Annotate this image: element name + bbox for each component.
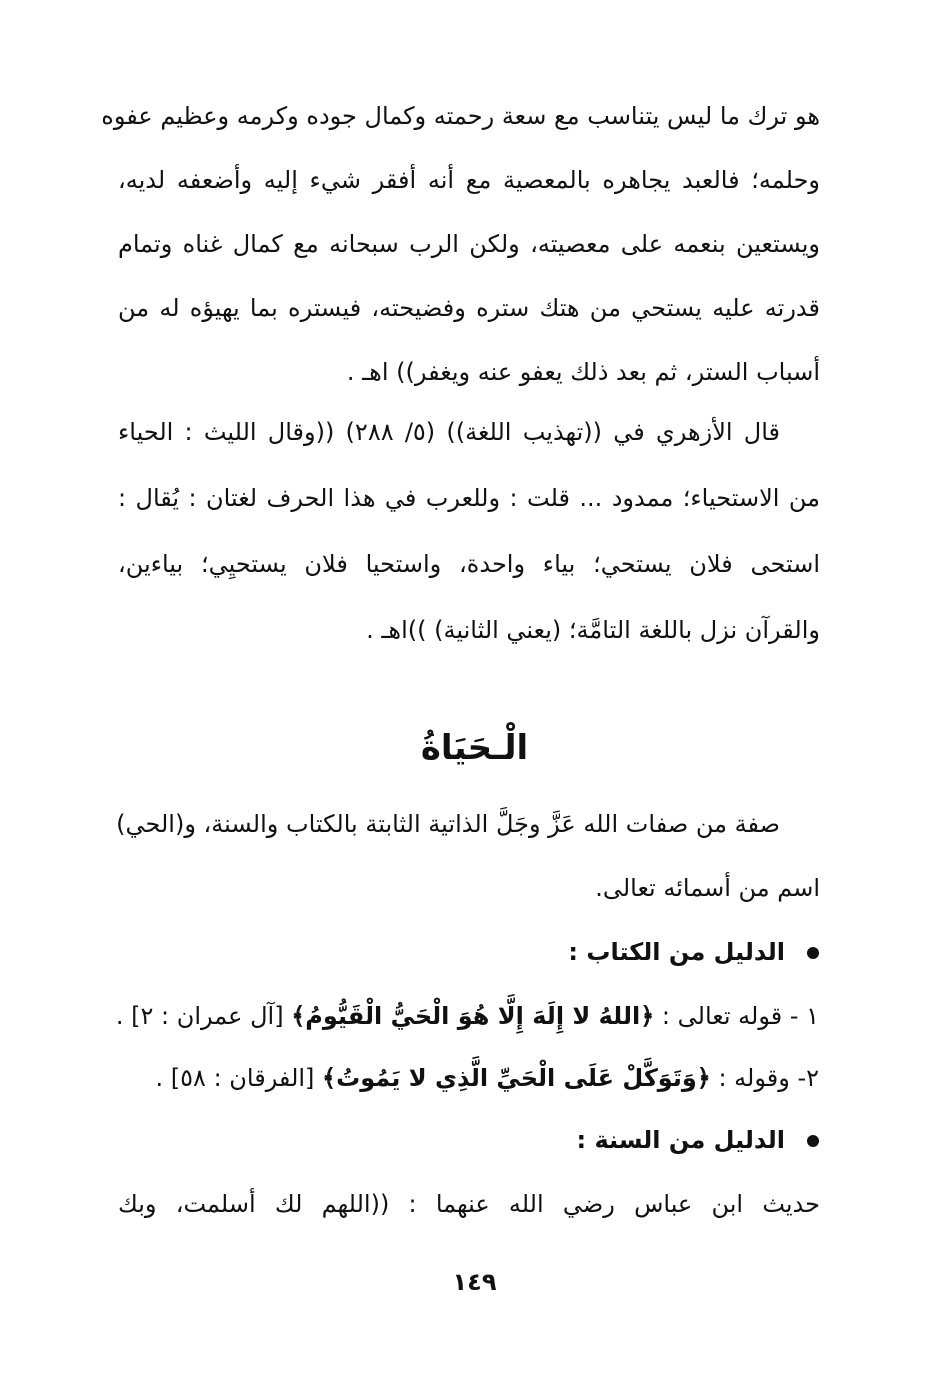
ayah-reference: [آل عمران : ٢] .	[115, 1002, 292, 1030]
paragraph-line: وحلمه؛ فالعبد يجاهره بالمعصية مع أنه أفقر شيء إليه وأضعفه لديه،	[118, 166, 820, 194]
ayah-prefix: ٢- وقوله :	[710, 1064, 819, 1092]
paragraph-line: قدرته عليه يستحي من هتك ستره وفضيحته، فيستره بما يهيؤه له من	[118, 294, 820, 322]
ayah-prefix: ١ - قوله تعالى :	[654, 1002, 819, 1030]
bullet-icon	[807, 947, 819, 959]
paragraph-line: صفة من صفات الله عَزَّ وجَلَّ الذاتية الثابتة بالكتاب والسنة، و(الحي)	[116, 810, 780, 838]
paragraph-line: ويستعين بنعمه على معصيته، ولكن الرب سبحانه مع كمال غناه وتمام	[118, 230, 820, 258]
evidence-book-heading	[568, 932, 819, 972]
paragraph-line: والقرآن نزل باللغة التامَّة؛ (يعني الثانية) ))اهـ .	[366, 616, 820, 644]
paragraph-line: أسباب الستر، ثم بعد ذلك يعفو عنه ويغفر)) اهـ .	[346, 358, 820, 386]
paragraph-line: قال الأزهري في ((تهذيب اللغة)) (٥/ ٢٨٨) ((وقال الليث : الحياء	[118, 418, 780, 446]
paragraph-line: استحى فلان يستحي؛ بياء واحدة، واستحيا فلان يستحيِي؛ بياءين،	[118, 550, 820, 578]
paragraph-line: حديث ابن عباس رضي الله عنهما : ((اللهم لك أسلمت، وبك	[118, 1190, 820, 1218]
evidence-sunnah-label: الدليل من السنة :	[576, 1126, 785, 1154]
page-number: ١٤٩	[452, 1268, 497, 1296]
evidence-book-label: الدليل من الكتاب :	[568, 938, 785, 966]
ayah-furqan	[156, 1058, 819, 1098]
ayah-text: ﴿اللهُ لا إِلَهَ إِلَّا هُوَ الْحَيُّ الْقَيُّومُ﴾	[291, 1002, 655, 1030]
section-title: الْـحَيَاةُ	[420, 728, 529, 768]
evidence-sunnah-heading	[577, 1120, 819, 1160]
paragraph-line: من الاستحياء؛ ممدود ... قلت : وللعرب في هذا الحرف لغتان : يُقال :	[118, 484, 820, 512]
ayah-text: ﴿وَتَوَكَّلْ عَلَى الْحَيِّ الَّذِي لا يَمُوتُ﴾	[322, 1064, 711, 1092]
bullet-icon	[807, 1135, 819, 1147]
ayah-baqarah	[116, 996, 819, 1036]
ayah-reference: [الفرقان : ٥٨] .	[155, 1064, 323, 1092]
paragraph-line: هو ترك ما ليس يتناسب مع سعة رحمته وكمال جوده وكرمه وعظيم عفوه	[101, 102, 820, 130]
paragraph-line: اسم من أسمائه تعالى.	[595, 874, 820, 902]
